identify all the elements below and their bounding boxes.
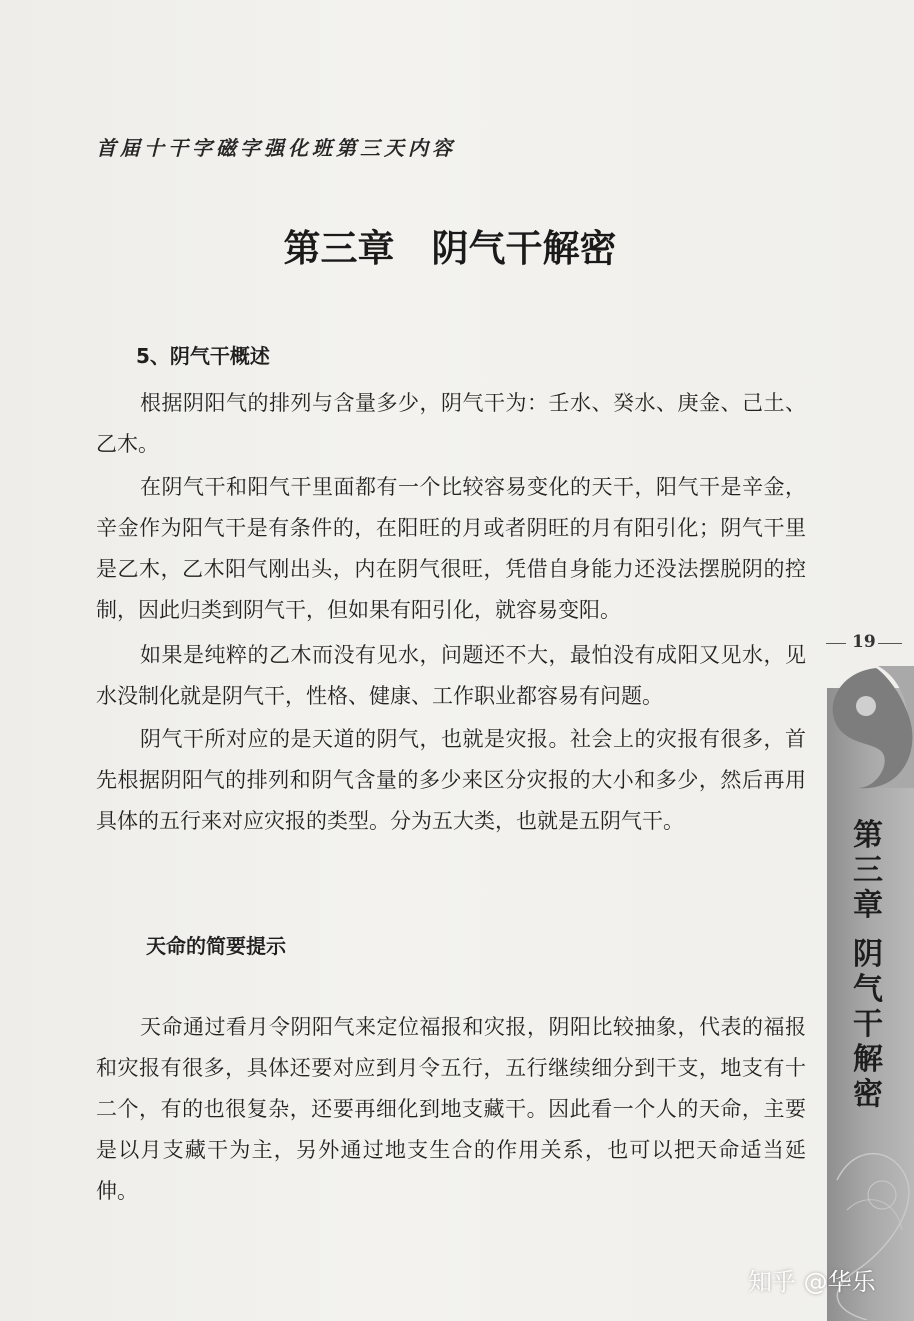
paragraph: 根据阴阳气的排列与含量多少，阴气干为：壬水、癸水、庚金、己土、乙木。 (96, 391, 806, 456)
paragraph: 如果是纯粹的乙木而没有见水，问题还不大，最怕没有成阳又见水，见水没制化就是阴气干，性格、健康、工作职业都容易有问题。 (96, 643, 806, 708)
side-title-char: 气 (853, 972, 883, 1007)
page-number-rule-left (826, 643, 846, 644)
page-number-rule-right (878, 643, 902, 644)
side-chapter-title (838, 818, 898, 1112)
page-number: 19 (852, 632, 876, 652)
taiji-icon (818, 658, 914, 790)
side-title-char: 三 (853, 853, 883, 888)
running-head: 首届十干字磁字强化班第三天内容 (96, 136, 456, 160)
side-title-char: 密 (853, 1077, 883, 1112)
side-title-char: 阴 (853, 937, 883, 972)
side-title-char: 干 (853, 1007, 883, 1042)
side-title-char: 章 (853, 888, 883, 923)
paragraph: 阴气干所对应的是天道的阴气，也就是灾报。社会上的灾报有很多，首先根据阴阳气的排列和阴气含量的多少来区分灾报的大小和多少，然后再用具体的五行来对应灾报的类型。分为五大类，也就是五阴气干。 (96, 727, 806, 833)
side-title-char: 第 (853, 818, 883, 853)
section-title-overview: 5、阴气干概述 (136, 344, 270, 368)
section-title-tianming: 天命的简要提示 (146, 934, 286, 958)
chapter-title: 第三章 阴气干解密 (283, 227, 617, 270)
side-title-char: 解 (853, 1042, 883, 1077)
paragraph: 在阴气干和阳气干里面都有一个比较容易变化的天干，阳气干是辛金，辛金作为阳气干是有条件的，在阳旺的月或者阴旺的月有阳引化；阴气干里是乙木，乙木阳气刚出头，内在阴气很旺，凭借自身能力还没法摆脱阴的控制，因此归类到阴气干，但如果有阳引化，就容易变阳。 (96, 475, 806, 622)
paragraph: 天命通过看月令阴阳气来定位福报和灾报，阴阳比较抽象，代表的福报和灾报有很多，具体还要对应到月令五行，五行继续细分到干支，地支有十二个，有的也很复杂，还要再细化到地支藏干。因此看一个人的天命，主要是以月支藏干为主，另外通过地支生合的作用关系，也可以把天命适当延伸。 (96, 1015, 806, 1203)
watermark-text: 知乎 @华乐 (748, 1268, 876, 1296)
